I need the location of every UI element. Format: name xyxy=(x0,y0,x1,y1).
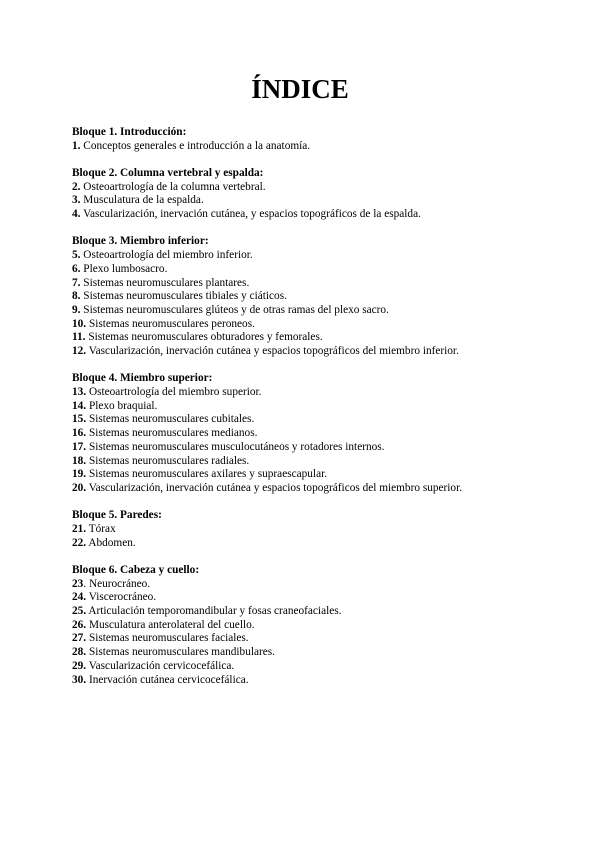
entry-number: 3. xyxy=(72,194,81,207)
entry-text: Plexo lumbosacro. xyxy=(80,262,168,275)
toc-entry xyxy=(72,413,542,427)
entry-number: 11. xyxy=(72,331,86,344)
entry-number: 28. xyxy=(72,646,87,659)
entry-text: Articulación temporomandibular y fosas craneofaciales. xyxy=(86,605,342,618)
entry-text: Sistemas neuromusculares plantares. xyxy=(80,276,250,289)
entry-number: 30. xyxy=(72,673,87,686)
entry-text: Osteoartrología del miembro superior. xyxy=(86,386,262,399)
entry-text: Sistemas neuromusculares axilares y supraescapular. xyxy=(86,468,328,481)
entry-number: 4. xyxy=(72,208,81,221)
toc-entry xyxy=(72,208,542,222)
entry-text: Sistemas neuromusculares faciales. xyxy=(86,632,249,645)
toc-entry xyxy=(72,523,542,537)
entry-number: 25. xyxy=(72,605,87,618)
entry-number: 6. xyxy=(72,262,81,275)
entry-text: Sistemas neuromusculares peroneos. xyxy=(86,317,255,330)
entry-text: Sistemas neuromusculares medianos. xyxy=(86,427,258,440)
entry-number: 20. xyxy=(72,481,87,494)
entry-text: Vascularización, inervación cutánea y espacios topográficos del miembro inferior. xyxy=(86,345,459,358)
toc-entry xyxy=(72,482,542,496)
table-of-contents xyxy=(72,126,542,701)
toc-block xyxy=(72,564,542,687)
entry-number: 19. xyxy=(72,468,87,481)
block-heading: Bloque 1. Introducción: xyxy=(72,126,187,138)
entry-number: 24. xyxy=(72,591,87,604)
toc-entry xyxy=(72,646,542,660)
entry-number: 27. xyxy=(72,632,87,645)
entry-number: 2. xyxy=(72,180,81,193)
entry-number: 15. xyxy=(72,413,87,426)
entry-text: Sistemas neuromusculares mandibulares. xyxy=(86,646,275,659)
block-heading: Bloque 3. Miembro inferior: xyxy=(72,235,209,248)
block-heading: Bloque 4. Miembro superior: xyxy=(72,372,213,385)
entry-number: 7. xyxy=(72,276,81,289)
toc-entry xyxy=(72,194,542,208)
entry-number: 12. xyxy=(72,345,87,358)
entry-number: 16. xyxy=(72,427,87,440)
entry-number: 8. xyxy=(72,290,81,303)
toc-entry xyxy=(72,263,542,277)
toc-entry xyxy=(72,537,542,551)
entry-text: Vascularización cervicocefálica. xyxy=(86,659,235,672)
entry-text: Viscerocráneo. xyxy=(86,591,157,604)
toc-entry xyxy=(72,591,542,605)
entry-text: Abdomen. xyxy=(86,536,136,549)
toc-entry xyxy=(72,455,542,469)
entry-number: 9. xyxy=(72,303,81,316)
block-heading: Bloque 5. Paredes: xyxy=(72,509,162,522)
toc-block xyxy=(72,509,542,550)
entry-number: 5. xyxy=(72,249,81,262)
entry-number: 29. xyxy=(72,659,87,672)
entry-text: Tórax xyxy=(86,522,116,535)
toc-entry xyxy=(72,468,542,482)
entry-number: 21. xyxy=(72,522,87,535)
entry-text: Osteoartrología del miembro inferior. xyxy=(80,249,253,262)
entry-number: 23 xyxy=(72,577,84,590)
entry-text: Sistemas neuromusculares cubitales. xyxy=(86,413,255,426)
entry-text: Musculatura de la espalda. xyxy=(80,194,204,207)
toc-block xyxy=(72,167,542,222)
block-heading: Bloque 2. Columna vertebral y espalda: xyxy=(72,167,264,179)
toc-block xyxy=(72,235,542,358)
toc-entry xyxy=(72,304,542,318)
entry-text: Vascularización, inervación cutánea y espacios topográficos del miembro superior. xyxy=(86,481,463,494)
toc-entry xyxy=(72,660,542,674)
toc-block xyxy=(72,126,542,153)
toc-entry xyxy=(72,674,542,688)
entry-text: Sistemas neuromusculares radiales. xyxy=(86,454,250,467)
block-heading: Bloque 6. Cabeza y cuello: xyxy=(72,563,200,576)
entry-text: Inervación cutánea cervicocefálica. xyxy=(86,673,249,686)
entry-text: Sistemas neuromusculares obturadores y femorales. xyxy=(85,331,323,344)
toc-entry xyxy=(72,181,542,195)
toc-entry xyxy=(72,427,542,441)
toc-entry xyxy=(72,386,542,400)
toc-entry xyxy=(72,345,542,359)
entry-text: Sistemas neuromusculares musculocutáneos y rotadores internos. xyxy=(86,440,385,453)
entry-text: Osteoartrología de la columna vertebral. xyxy=(80,180,266,193)
toc-entry xyxy=(72,318,542,332)
toc-entry xyxy=(72,578,542,592)
entry-number: 17. xyxy=(72,440,87,453)
page-title: ÍNDICE xyxy=(251,74,349,104)
entry-number: 18. xyxy=(72,454,87,467)
entry-number: 26. xyxy=(72,618,87,631)
toc-entry xyxy=(72,441,542,455)
toc-entry xyxy=(72,277,542,291)
entry-number: 22. xyxy=(72,536,87,549)
entry-text: . Neurocráneo. xyxy=(83,577,151,590)
toc-entry xyxy=(72,400,542,414)
entry-text: Plexo braquial. xyxy=(86,399,158,412)
entry-text: Vascularización, inervación cutánea, y espacios topográficos de la espalda. xyxy=(80,208,421,221)
toc-entry xyxy=(72,605,542,619)
toc-entry xyxy=(72,140,542,154)
toc-entry xyxy=(72,331,542,345)
entry-number: 13. xyxy=(72,386,87,399)
entry-text: Sistemas neuromusculares tibiales y ciáticos. xyxy=(80,290,287,303)
entry-number: 14. xyxy=(72,399,87,412)
toc-entry xyxy=(72,632,542,646)
toc-entry xyxy=(72,619,542,633)
entry-text: Sistemas neuromusculares glúteos y de otras ramas del plexo sacro. xyxy=(80,303,389,316)
toc-entry xyxy=(72,290,542,304)
entry-text: Conceptos generales e introducción a la anatomía. xyxy=(80,139,311,152)
toc-entry xyxy=(72,249,542,263)
toc-block xyxy=(72,372,542,495)
entry-number: 10. xyxy=(72,317,87,330)
entry-text: Musculatura anterolateral del cuello. xyxy=(86,618,255,631)
entry-number: 1. xyxy=(72,139,81,152)
